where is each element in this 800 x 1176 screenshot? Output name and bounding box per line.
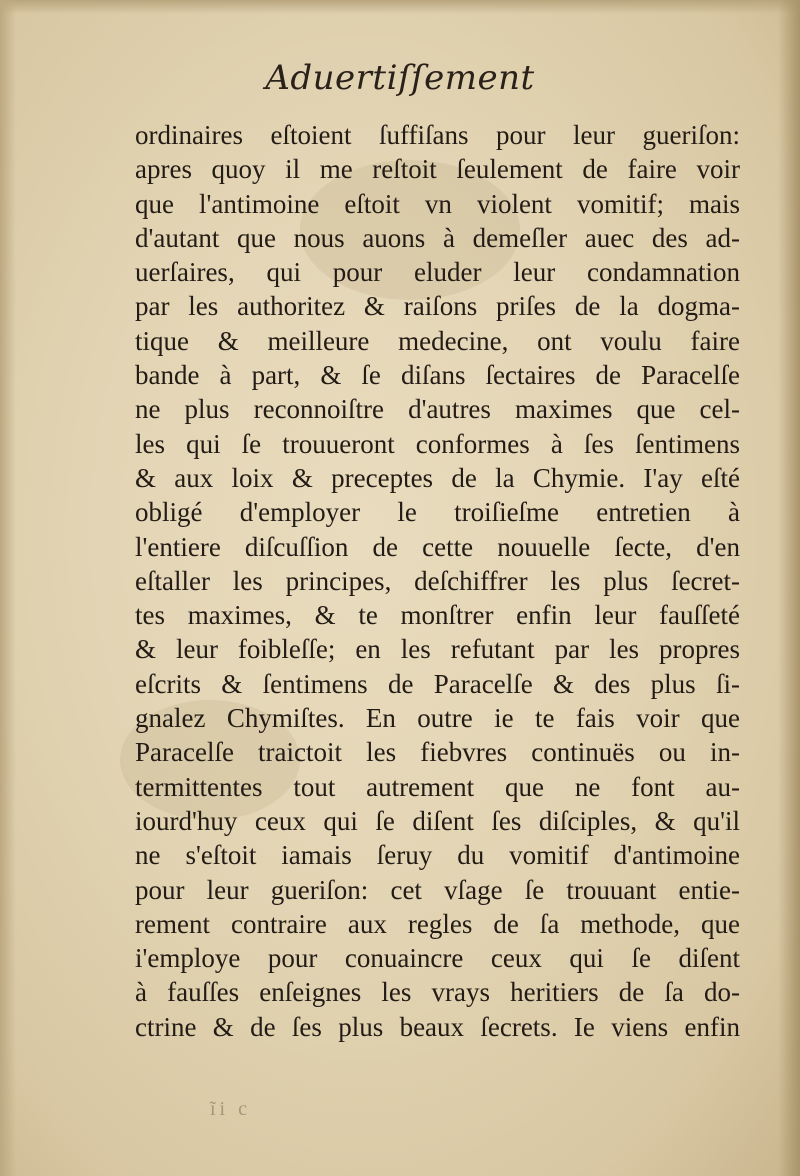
text-line: pour leur gueriſon: cet vſage ſe trouuant entie- bbox=[135, 874, 740, 905]
text-line: Paracelſe traictoit les fiebvres continuës ou in- bbox=[135, 737, 740, 768]
text-line: bande à part, & ſe diſans ſectaires de Paracelſe bbox=[135, 360, 740, 391]
text-line: eſtaller les principes, deſchiffrer les plus ſecret- bbox=[135, 565, 740, 596]
text-line: par les authoritez & raiſons priſes de la dogma- bbox=[135, 291, 740, 322]
text-line: i'employe pour conuaincre ceux qui ſe diſent bbox=[135, 943, 740, 974]
text-line: ne plus reconnoiſtre d'autres maximes que cel- bbox=[135, 394, 740, 425]
body-text bbox=[135, 118, 740, 1044]
text-line: tes maximes, & te monſtrer enfin leur fauſſeté bbox=[135, 600, 740, 631]
text-line: ctrine & de ſes plus beaux ſecrets. Ie viens enfin bbox=[135, 1011, 740, 1042]
text-line: & leur foibleſſe; en les refutant par les propres bbox=[135, 634, 740, 665]
text-line: rement contraire aux regles de ſa methode, que bbox=[135, 908, 740, 939]
text-line: que l'antimoine eſtoit vn violent vomitif; mais bbox=[135, 188, 740, 219]
text-line: à fauſſes enſeignes les vrays heritiers de ſa do- bbox=[135, 977, 740, 1008]
text-line: gnalez Chymiſtes. En outre ie te fais voir que bbox=[135, 703, 740, 734]
page-top-edge-shadow bbox=[0, 0, 800, 14]
text-line: uerſaires, qui pour eluder leur condamnation bbox=[135, 257, 740, 288]
text-line: tique & meilleure medecine, ont voulu faire bbox=[135, 325, 740, 356]
text-line: eſcrits & ſentimens de Paracelſe & des plus ſi- bbox=[135, 668, 740, 699]
text-line: ne s'eſtoit iamais ſeruy du vomitif d'antimoine bbox=[135, 840, 740, 871]
text-line: les qui ſe trouueront conformes à ſes ſentimens bbox=[135, 428, 740, 459]
running-head: Aduertiſſement bbox=[265, 58, 535, 98]
text-line: obligé d'employer le troiſieſme entretien à bbox=[135, 497, 740, 528]
text-line: iourd'huy ceux qui ſe diſent ſes diſciples, & qu'il bbox=[135, 805, 740, 836]
page-right-edge-shadow bbox=[778, 0, 800, 1176]
text-line: & aux loix & preceptes de la Chymie. I'ay eſté bbox=[135, 462, 740, 493]
text-line: l'entiere diſcuſſion de cette nouuelle ſecte, d'en bbox=[135, 531, 740, 562]
text-line: ordinaires eſtoient ſuffiſans pour leur gueriſon: bbox=[135, 120, 740, 150]
text-line: d'autant que nous auons à demeſler auec des ad- bbox=[135, 222, 740, 253]
text-line: termittentes tout autrement que ne font au- bbox=[135, 771, 740, 802]
signature-mark: ĩi c bbox=[210, 1098, 251, 1120]
text-line: apres quoy il me reſtoit ſeulement de faire voir bbox=[135, 154, 740, 185]
page-left-edge-shadow bbox=[0, 0, 16, 1176]
